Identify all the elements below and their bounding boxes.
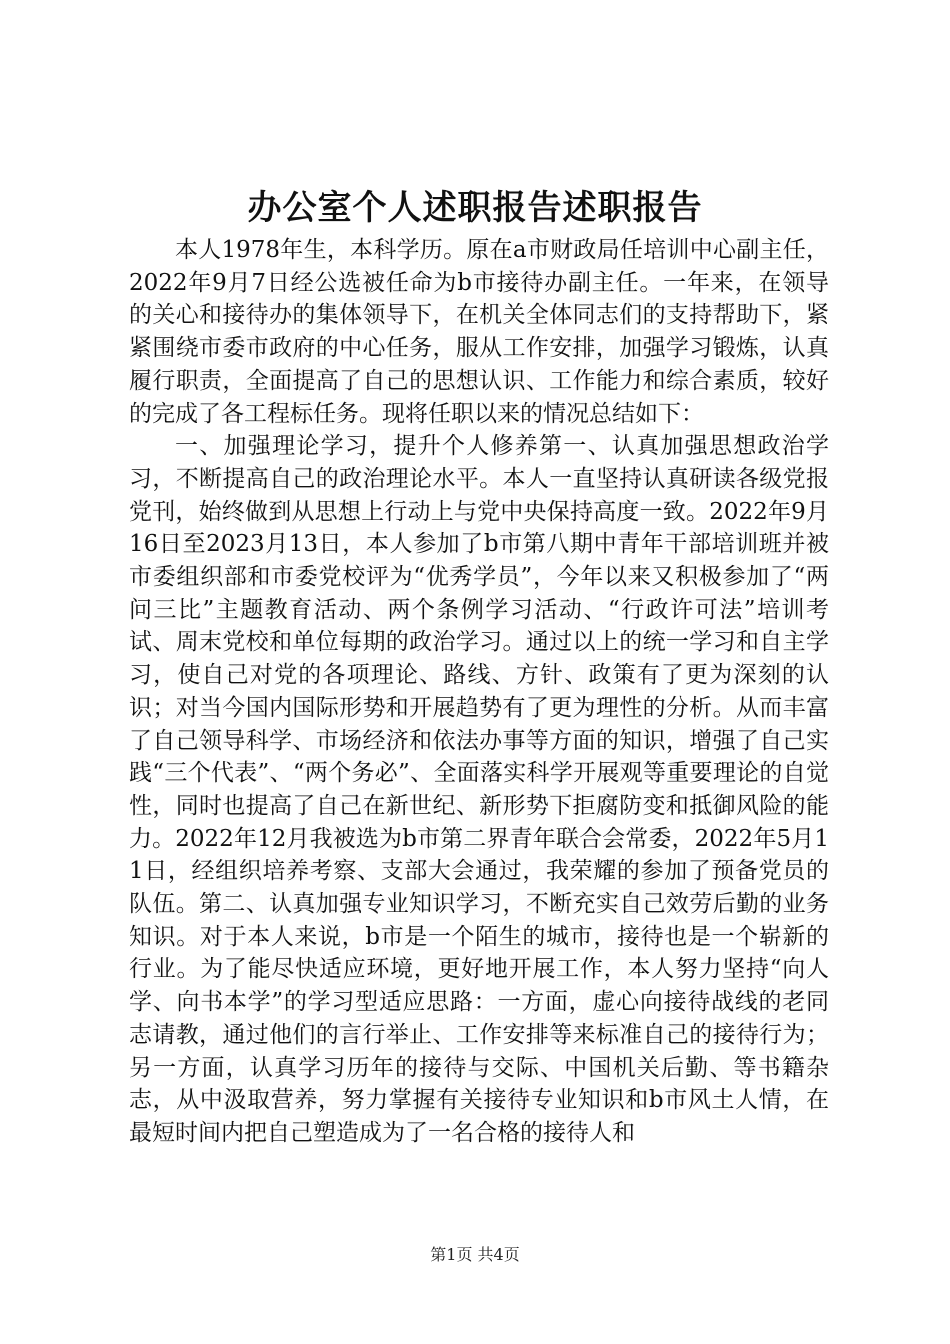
- document-body: [129, 234, 829, 1150]
- paragraph-intro: 本人1978年生，本科学历。原在a市财政局任培训中心副主任，2022年9月7日经公选被任命为b市接待办副主任。一年来，在领导的关心和接待办的集体领导下，在机关全体同志们的支持帮助下，紧紧围绕市委市政府的中心任务，服从工作安排，加强学习锻炼，认真履行职责，全面提高了自己的思想认识、工作能力和综合素质，较好的完成了各工程标任务。现将任职以来的情况总结如下：: [129, 237, 829, 427]
- page-footer: 第1页 共4页: [430, 1245, 520, 1264]
- paragraph-theory-study: 一、加强理论学习，提升个人修养第一、认真加强思想政治学习，不断提高自己的政治理论水平。本人一直坚持认真研读各级党报党刊，始终做到从思想上行动上与党中央保持高度一致。2022年9月16日至2023月13日，本人参加了b市第八期中青年干部培训班并被市委组织部和市委党校评为“优秀学员”，今年以来又积极参加了“两问三比”主题教育活动、两个条例学习活动、“行政许可法”培训考试、周末党校和单位每期的政治学习。通过以上的统一学习和自主学习，使自己对党的各项理论、路线、方针、政策有了更为深刻的认识；对当今国内国际形势和开展趋势有了更为理性的分析。从而丰富了自己领导科学、市场经济和依法办事等方面的知识，增强了自己实践“三个代表”、“两个务必”、全面落实科学开展观等重要理论的自觉性，同时也提高了自己在新世纪、新形势下拒腐防变和抵御风险的能力。2022年12月我被选为b市第二界青年联合会常委，2022年5月11日，经组织培养考察、支部大会通过，我荣耀的参加了预备党员的队伍。第二、认真加强专业知识学习，不断充实自己效劳后勤的业务知识。对于本人来说，b市是一个陌生的城市，接待也是一个崭新的行业。为了能尽快适应环境，更好地开展工作，本人努力坚持“向人学、向书本学”的学习型适应思路：一方面，虚心向接待战线的老同志请教，通过他们的言行举止、工作安排等来标准自己的接待行为；另一方面，认真学习历年的接待与交际、中国机关后勤、等书籍杂志，从中汲取营养，努力掌握有关接待专业知识和b市风土人情，在最短时间内把自己塑造成为了一名合格的接待人和: [129, 433, 829, 1146]
- document-title: 办公室个人述职报告述职报告: [247, 188, 703, 228]
